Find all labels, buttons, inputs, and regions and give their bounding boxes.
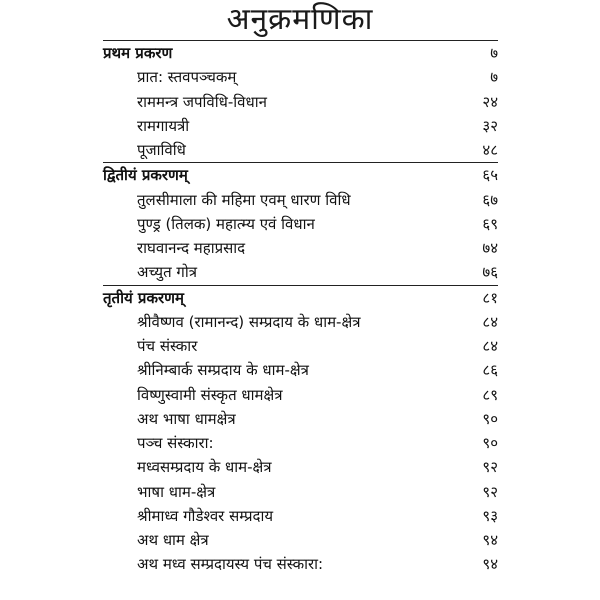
page-number: ९४ — [482, 555, 498, 574]
page-number: ७४ — [482, 239, 498, 257]
toc-section-row — [103, 41, 498, 65]
page-number: ७६ — [482, 263, 498, 282]
entry-title: अथ मध्व सम्प्रदायस्य पंच संस्कारा: — [137, 555, 324, 574]
entry-title: श्रीनिम्बार्क सम्प्रदाय के धाम-क्षेत्र — [137, 361, 309, 380]
page-number: ९० — [482, 434, 498, 452]
toc-entry-row — [103, 407, 498, 431]
entry-title: तुलसीमाला की महिमा एवम् धारण विधि — [137, 190, 351, 209]
entry-title: राघवानन्द महाप्रसाद — [137, 239, 246, 257]
toc-entry-row — [103, 260, 498, 284]
toc-entry-row — [103, 504, 498, 528]
toc-section-row — [103, 285, 498, 310]
toc-entry-row — [103, 90, 498, 114]
page-number: ८१ — [482, 288, 498, 307]
toc-entry-row — [103, 480, 498, 504]
page-number: ६५ — [482, 166, 498, 185]
page-number: ८४ — [482, 337, 498, 355]
page-number: ९२ — [482, 482, 498, 501]
toc-rows — [103, 41, 498, 577]
page-number: ९३ — [482, 506, 498, 525]
page-number: ८६ — [482, 361, 498, 380]
entry-title: भाषा धाम-क्षेत्र — [137, 482, 216, 501]
toc-section-row — [103, 162, 498, 187]
page-number: ८४ — [482, 312, 498, 331]
entry-title: अथ भाषा धामक्षेत्र — [137, 409, 236, 428]
entry-title: विष्णुस्वामी संस्कृत धामक्षेत्र — [137, 385, 283, 404]
page-number: ६७ — [482, 190, 498, 209]
toc-entry-row — [103, 310, 498, 334]
page-number: ९० — [482, 409, 498, 428]
entry-title: पुण्ड्र (तिलक) महात्म्य एवं विधान — [137, 214, 315, 233]
page-number: ७ — [490, 68, 498, 87]
page-number: ९२ — [482, 458, 498, 477]
entry-title: अथ धाम क्षेत्र — [137, 531, 209, 549]
toc-entry-row — [103, 358, 498, 382]
section-title: प्रथम प्रकरण — [103, 44, 173, 62]
section-title: द्वितीयं प्रकरणम् — [103, 166, 188, 185]
toc-entry-row — [103, 212, 498, 236]
entry-title: अच्युत गोत्र — [137, 263, 198, 282]
toc-entry-row — [103, 431, 498, 455]
toc-entry-row — [103, 552, 498, 576]
entry-title: राममन्त्र जपविधि-विधान — [137, 92, 267, 111]
page-number: ३२ — [482, 116, 498, 135]
page-number: ९४ — [482, 531, 498, 549]
toc-entry-row — [103, 65, 498, 89]
entry-title: पूजाविधि — [137, 141, 186, 159]
toc-entry-row — [103, 334, 498, 358]
entry-title: मध्वसम्प्रदाय के धाम-क्षेत्र — [137, 458, 272, 477]
toc-entry-row — [103, 236, 498, 260]
toc-entry-row — [103, 138, 498, 162]
toc-entry-row — [103, 188, 498, 212]
entry-title: पंच संस्कार — [137, 337, 198, 355]
page-number: ८९ — [482, 385, 498, 404]
table-of-contents — [103, 40, 498, 577]
entry-title: रामगायत्री — [137, 116, 190, 135]
page-number: ७ — [490, 44, 498, 62]
toc-entry-row — [103, 455, 498, 479]
page-title: अनुक्रमणिका — [226, 2, 374, 37]
toc-entry-row — [103, 528, 498, 552]
entry-title: प्रात: स्तवपञ्चकम् — [137, 68, 237, 87]
page-number: ६९ — [482, 214, 498, 233]
entry-title: पञ्च संस्कारा: — [137, 434, 214, 452]
toc-entry-row — [103, 383, 498, 407]
entry-title: श्रीमाध्व गौडेश्वर सम्प्रदाय — [137, 506, 274, 525]
page-number: २४ — [482, 92, 498, 111]
section-title: तृतीयं प्रकरणम् — [103, 288, 184, 307]
page-number: ४८ — [482, 141, 498, 159]
toc-entry-row — [103, 114, 498, 138]
entry-title: श्रीवैष्णव (रामानन्द) सम्प्रदाय के धाम-क्षेत्र — [137, 312, 361, 331]
